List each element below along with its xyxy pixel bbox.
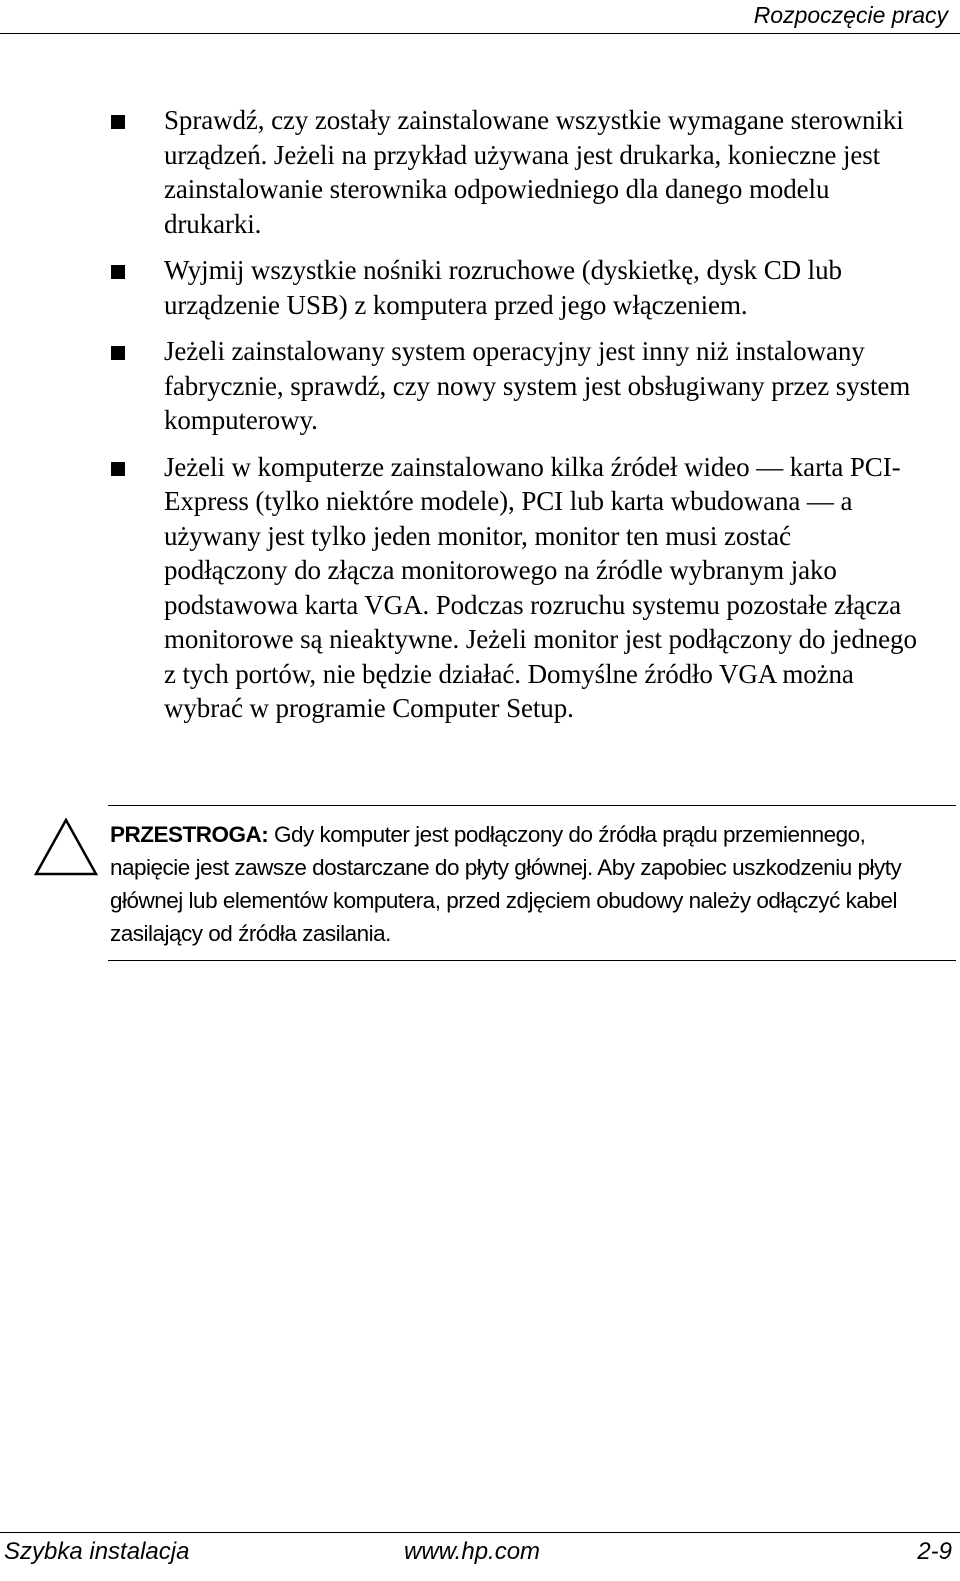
footer-website: www.hp.com (404, 1538, 541, 1565)
caution-body: Gdy komputer jest podłączony do źródła prądu przemiennego, napięcie jest zawsze dostarczane do płyty głównej. Aby zapobiec uszkodzeniu płyty głównej lub elementów komputera, przed zdjęciem obudowy należy odłączyć kabel zasilający od źródła zasilania. (110, 822, 902, 946)
list-item (0, 253, 960, 322)
caution-box (0, 805, 960, 963)
list-item-text: Jeżeli zainstalowany system operacyjny jest inny niż instalowany fabrycznie, sprawdź, czy nowy system jest obsługiwany przez system komputerowy. (164, 336, 911, 435)
list-item-text: Wyjmij wszystkie nośniki rozruchowe (dyskietkę, dysk CD lub urządzenie USB) z komputera przed jego włączeniem. (164, 255, 842, 320)
bullet-square-icon (111, 346, 125, 360)
list-item (0, 103, 960, 241)
caution-top-rule (108, 805, 956, 806)
list-item (0, 334, 960, 438)
caution-text (110, 818, 950, 950)
list-item-text: Jeżeli w komputerze zainstalowano kilka źródeł wideo — karta PCI-Express (tylko niektóre modele), PCI lub karta wbudowana — a używany jest tylko jeden monitor, monitor ten musi zostać podłączony do złącza monitorowego na źródle wybranym jako podstawowa karta VGA. Podczas rozruchu systemu pozostałe złącza monitorowe są nieaktywne. Jeżeli monitor jest podłączony do jednego z tych portów, nie będzie działać. Domyślne źródło VGA można wybrać w programie Computer Setup. (164, 451, 917, 723)
bullet-square-icon (111, 265, 125, 279)
footer-rule (0, 1532, 960, 1533)
bullet-list (0, 103, 960, 738)
footer-book-title: Szybka instalacja (4, 1538, 190, 1565)
page-footer (0, 1534, 960, 1574)
running-header-title: Rozpoczęcie pracy (753, 2, 948, 28)
caution-triangle-icon (33, 817, 99, 877)
bullet-square-icon (111, 462, 125, 476)
page-number: 2-9 (917, 1538, 952, 1565)
header-rule (0, 33, 960, 34)
caution-bottom-rule (108, 960, 956, 961)
caution-label: PRZESTROGA: (110, 822, 269, 847)
list-item-text: Sprawdź, czy zostały zainstalowane wszystkie wymagane sterowniki urządzeń. Jeżeli na przykład używana jest drukarka, konieczne jest zainstalowanie sterownika odpowiedniego dla danego modelu drukarki. (164, 105, 904, 239)
bullet-square-icon (111, 115, 125, 129)
list-item (0, 450, 960, 726)
